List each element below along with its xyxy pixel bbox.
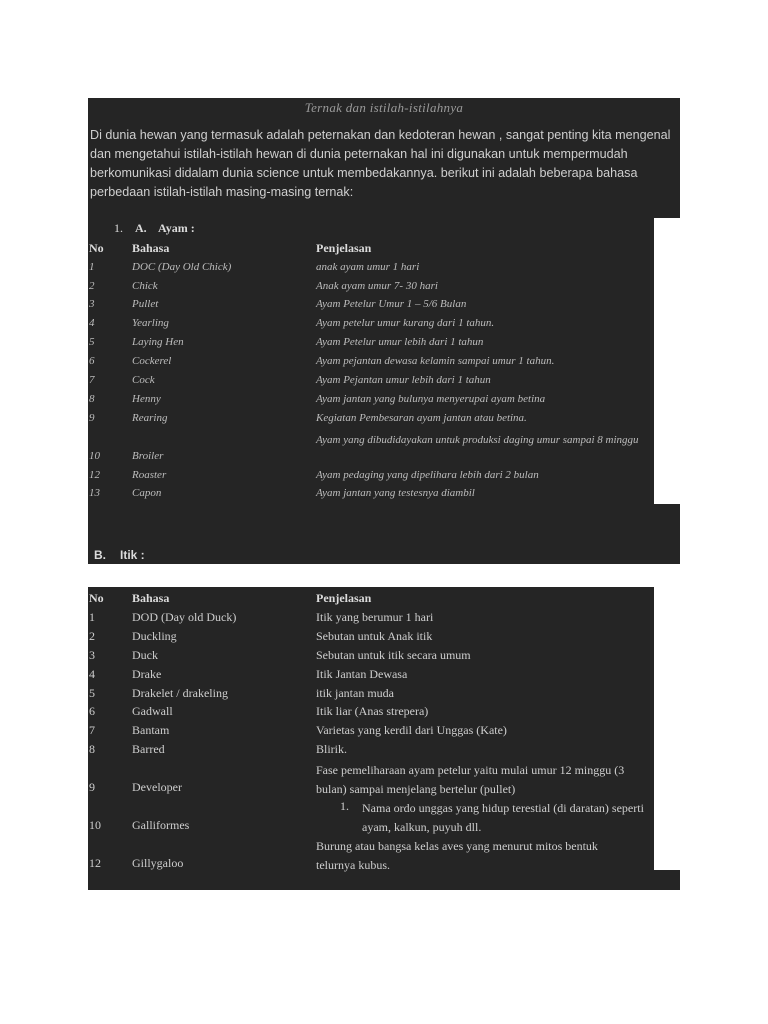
row-no: 8 bbox=[89, 393, 95, 405]
row-bahasa: Bantam bbox=[132, 723, 170, 737]
header-no: No bbox=[89, 591, 104, 605]
table-row bbox=[0, 261, 768, 280]
table-row bbox=[0, 648, 768, 667]
row-penjelasan: Varietas yang kerdil dari Unggas (Kate) bbox=[316, 723, 507, 737]
row-no: 10 bbox=[89, 818, 101, 832]
row-penjelasan: Nama ordo unggas yang hidup terestial (di daratan) seperti ayam, kalkun, puyuh dll. bbox=[362, 801, 644, 834]
row-bahasa: Gillygaloo bbox=[132, 856, 184, 870]
row-penjelasan: Anak ayam umur 7- 30 hari bbox=[316, 280, 438, 292]
row-penjelasan: Itik liar (Anas strepera) bbox=[316, 704, 429, 718]
row-penjelasan: Fase pemeliharaan ayam petelur yaitu mulai umur 12 minggu (3 bulan) sampai menjelang bertelur (pullet) bbox=[316, 763, 625, 796]
table-row bbox=[0, 355, 768, 374]
row-penjelasan: Itik yang berumur 1 hari bbox=[316, 610, 434, 624]
row-bahasa: Henny bbox=[132, 393, 161, 405]
table-header-row bbox=[0, 241, 768, 260]
row-no: 4 bbox=[89, 667, 95, 681]
row-no: 3 bbox=[89, 648, 95, 662]
row-bahasa: Capon bbox=[132, 487, 162, 499]
row-penjelasan: Itik Jantan Dewasa bbox=[316, 667, 408, 681]
row-penjelasan: Blirik. bbox=[316, 742, 348, 756]
row-bahasa: Duck bbox=[132, 648, 158, 662]
row-no: 1 bbox=[89, 261, 95, 273]
row-bahasa: Duckling bbox=[132, 629, 177, 643]
row-penjelasan: Burung atau bangsa kelas aves yang menurut mitos bentuk telurnya kubus. bbox=[316, 839, 598, 872]
row-no: 10 bbox=[89, 450, 100, 462]
row-penjelasan: Sebutan untuk itik secara umum bbox=[316, 648, 471, 662]
row-penjelasan: Ayam petelur umur kurang dari 1 tahun. bbox=[316, 317, 495, 329]
table-row bbox=[0, 280, 768, 299]
row-bahasa: Cockerel bbox=[132, 355, 172, 367]
row-no: 9 bbox=[89, 412, 95, 424]
section-b-heading bbox=[94, 548, 145, 562]
header-bahasa: Bahasa bbox=[132, 591, 170, 605]
table-row bbox=[0, 431, 768, 469]
row-bahasa: Rearing bbox=[132, 412, 168, 424]
row-no: 6 bbox=[89, 355, 95, 367]
row-penjelasan: Kegiatan Pembesaran ayam jantan atau betina. bbox=[316, 412, 527, 424]
table-row bbox=[0, 317, 768, 336]
table-header-row bbox=[0, 591, 768, 610]
row-no: 4 bbox=[89, 317, 95, 329]
row-penjelasan: Ayam Petelur umur lebih dari 1 tahun bbox=[316, 336, 484, 348]
row-bahasa: DOC (Day Old Chick) bbox=[132, 261, 232, 273]
row-penjelasan: itik jantan muda bbox=[316, 686, 394, 700]
table-row bbox=[0, 723, 768, 742]
table-row bbox=[0, 487, 768, 506]
row-bahasa: Roaster bbox=[132, 469, 167, 481]
table-row bbox=[0, 298, 768, 317]
table-row bbox=[0, 742, 768, 761]
row-no: 12 bbox=[89, 469, 100, 481]
row-penjelasan: anak ayam umur 1 hari bbox=[316, 261, 420, 273]
row-no: 2 bbox=[89, 280, 95, 292]
row-no: 3 bbox=[89, 298, 95, 310]
row-no: 5 bbox=[89, 336, 95, 348]
row-no: 7 bbox=[89, 374, 95, 386]
row-penjelasan: Ayam jantan yang testesnya diambil bbox=[316, 487, 475, 499]
row-bahasa: DOD (Day old Duck) bbox=[132, 610, 237, 624]
table-row bbox=[0, 610, 768, 629]
row-bahasa: Broiler bbox=[132, 450, 164, 462]
row-no: 12 bbox=[89, 856, 101, 870]
table-row bbox=[0, 393, 768, 412]
row-no: 7 bbox=[89, 723, 95, 737]
row-no: 6 bbox=[89, 704, 95, 718]
row-bahasa: Barred bbox=[132, 742, 165, 756]
table-row bbox=[0, 799, 768, 837]
ayam-table-footer-background bbox=[88, 504, 680, 564]
row-no: 8 bbox=[89, 742, 95, 756]
table-row bbox=[0, 629, 768, 648]
row-bahasa: Gadwall bbox=[132, 704, 173, 718]
table-row bbox=[0, 469, 768, 488]
table-row bbox=[0, 667, 768, 686]
row-penjelasan: Ayam Petelur Umur 1 – 5/6 Bulan bbox=[316, 298, 467, 310]
row-no: 5 bbox=[89, 686, 95, 700]
row-bahasa: Pullet bbox=[132, 298, 159, 310]
row-bahasa: Chick bbox=[132, 280, 158, 292]
row-bahasa: Laying Hen bbox=[132, 336, 184, 348]
row-no: 9 bbox=[89, 780, 95, 794]
row-penjelasan: Ayam jantan yang bulunya menyerupai ayam betina bbox=[316, 393, 546, 405]
section-a-number: 1. bbox=[114, 221, 123, 235]
row-penjelasan: Ayam yang dibudidayakan untuk produksi daging umur sampai 8 minggu bbox=[316, 434, 639, 446]
row-bahasa: Drake bbox=[132, 667, 162, 681]
table-row bbox=[0, 374, 768, 393]
section-b-letter: B. bbox=[94, 548, 106, 562]
row-no: 1 bbox=[89, 610, 95, 624]
header-penjelasan: Penjelasan bbox=[316, 591, 372, 605]
table-row bbox=[0, 761, 768, 799]
row-bahasa: Developer bbox=[132, 780, 182, 794]
section-a-heading bbox=[114, 221, 195, 236]
section-a-label: A. Ayam : bbox=[135, 221, 195, 235]
table-row bbox=[0, 686, 768, 705]
row-penjelasan: Ayam pejantan dewasa kelamin sampai umur 1 tahun. bbox=[316, 355, 555, 367]
row-no: 13 bbox=[89, 487, 100, 499]
row-bahasa: Drakelet / drakeling bbox=[132, 686, 228, 700]
row-bahasa: Galliformes bbox=[132, 818, 190, 832]
header-no: No bbox=[89, 241, 104, 255]
row-penjelasan: Sebutan untuk Anak itik bbox=[316, 629, 433, 643]
row-no: 2 bbox=[89, 629, 95, 643]
row-bahasa: Cock bbox=[132, 374, 155, 386]
section-b-label: Itik : bbox=[120, 548, 145, 562]
page-title: Ternak dan istilah-istilahnya bbox=[304, 100, 464, 115]
intro-paragraph: Di dunia hewan yang termasuk adalah peternakan dan kedoteran hewan , sangat penting kita mengenal dan mengetahui istilah-istilah hewan di dunia peternakan hal ini digunakan untuk mempermudah berkomunikasi didalam dunia science untuk membedakannya. berikut ini adalah beberapa bahasa perbedaan istilah-istilah masing-masing ternak: bbox=[90, 128, 671, 199]
table-row bbox=[0, 412, 768, 431]
header-penjelasan: Penjelasan bbox=[316, 241, 372, 255]
numbered-list-marker: 1. bbox=[340, 799, 349, 813]
row-penjelasan: Ayam pedaging yang dipelihara lebih dari 2 bulan bbox=[316, 469, 539, 481]
row-bahasa: Yearling bbox=[132, 317, 169, 329]
table-row bbox=[0, 837, 768, 875]
row-penjelasan: Ayam Pejantan umur lebih dari 1 tahun bbox=[316, 374, 491, 386]
table-row bbox=[0, 336, 768, 355]
header-bahasa: Bahasa bbox=[132, 241, 170, 255]
table-row bbox=[0, 704, 768, 723]
